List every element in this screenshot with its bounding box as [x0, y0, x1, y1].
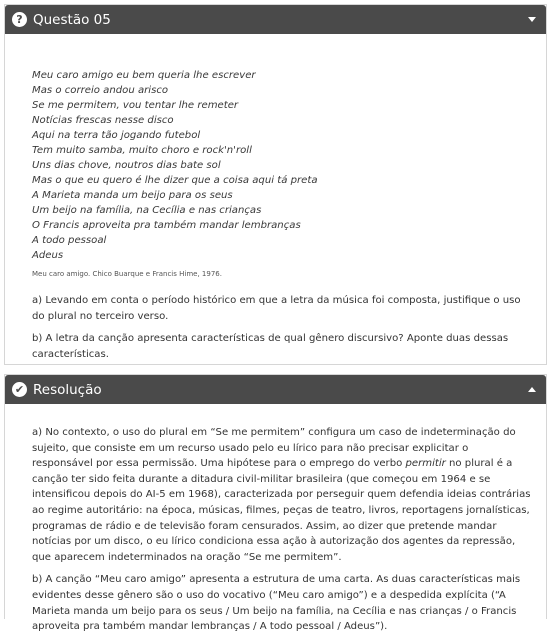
- questao-body: [5, 34, 546, 362]
- question-item-a: a) Levando em conta o período histórico em que a letra da música foi composta, justifique o uso do plural no terceiro verso.: [32, 295, 521, 322]
- poem-line: Mas o que eu quero é lhe dizer que a coisa aqui tá preta: [32, 175, 318, 186]
- poem-line: Uns dias chove, noutros dias bate sol: [32, 160, 221, 171]
- questao-title: Questão 05: [33, 11, 111, 28]
- questao-panel: [4, 4, 547, 365]
- resolucao-a-text-1: a) No contexto, o uso do plural em “Se me permitem” configura um caso de indeterminação do sujeito, que consiste em um recurso usado pelo eu lírico para não precisar explicitar o responsável por essa permissão. Uma hipótese para o emprego do verbo: [32, 427, 516, 470]
- poem: [32, 68, 532, 263]
- poem-line: Tem muito samba, muito choro e rock'n'roll: [32, 145, 252, 156]
- resolucao-item-b: b) A canção “Meu caro amigo” apresenta a estrutura de uma carta. As duas características mais evidentes desse gênero são o uso do vocativo (“Meu caro amigo”) e a despedida explícita (“A Marieta manda um beijo para os seus / Um beijo na família, na Cecília e nas crianças / o Francis aproveita pra também mandar lembranças / A todo pessoal / Adeus”).: [32, 574, 521, 633]
- resolucao-panel: [4, 374, 547, 633]
- question-item-b: b) A letra da canção apresenta características de qual gênero discursivo? Aponte duas dessas características.: [32, 333, 509, 360]
- poem-line: Se me permitem, vou tentar lhe remeter: [32, 100, 239, 111]
- resolucao-body: [5, 404, 546, 635]
- poem-line: Um beijo na família, na Cecília e nas crianças: [32, 205, 262, 216]
- poem-line: Aqui na terra tão jogando futebol: [32, 130, 201, 141]
- chevron-up-icon[interactable]: [528, 387, 536, 392]
- poem-line: A Marieta manda um beijo para os seus: [32, 190, 233, 201]
- poem-citation: Meu caro amigo. Chico Buarque e Francis Hime, 1976.: [32, 270, 222, 278]
- poem-line: O Francis aproveita pra também mandar lembranças: [32, 220, 301, 231]
- poem-line: Mas o correio andou arisco: [32, 85, 169, 96]
- resolucao-a-text-2: no plural é a canção ter sido feita durante a ditadura civil-militar brasileira (que começou em 1964 e se intensificou depois do AI-5 em 1968), caracterizada por perseguir quem defendia ideias contrárias ao regime autoritário: na época, músicas, filmes, peças de teatro, livros, reportagens jornalísticas, programas de rádio e de televisão foram censurados. Assim, ao dizer que pretende mandar notícias por um disco, o eu lírico condiciona essa ação à autorização dos agentes da repressão, que aparecem indeterminados na oração “Se me permitem”.: [32, 458, 531, 563]
- resolucao-header[interactable]: [5, 375, 546, 404]
- poem-line: Adeus: [32, 250, 64, 261]
- resolucao-title: Resolução: [33, 381, 102, 398]
- poem-line: A todo pessoal: [32, 235, 107, 246]
- questao-header[interactable]: [5, 5, 546, 34]
- check-circle-icon: ✔: [12, 382, 27, 397]
- resolucao-a-emphasis: permitir: [405, 458, 446, 470]
- resolucao-item-a: [32, 425, 532, 565]
- poem-line: Notícias frescas nesse disco: [32, 115, 174, 126]
- poem-line: Meu caro amigo eu bem queria lhe escrever: [32, 70, 256, 81]
- question-circle-icon: ?: [12, 12, 27, 27]
- chevron-down-icon[interactable]: [528, 17, 536, 22]
